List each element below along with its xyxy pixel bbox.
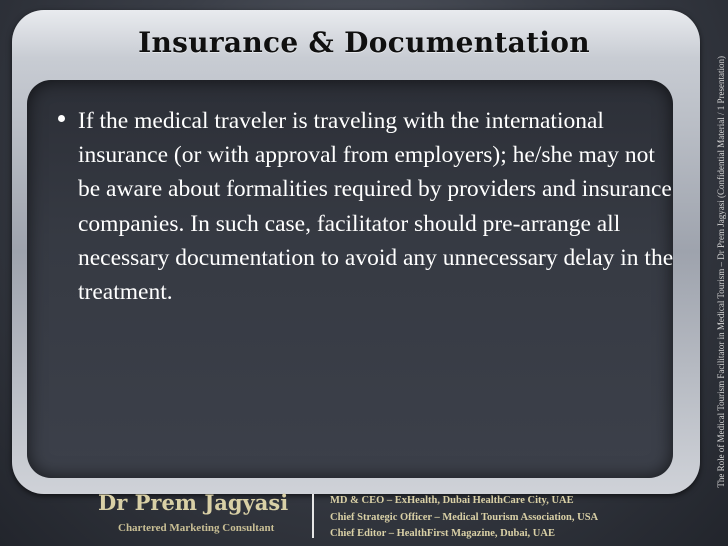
role-line: Chief Editor – HealthFirst Magazine, Dubai, UAE [330, 528, 555, 539]
bullet-text: If the medical traveler is traveling with the international insurance (or with approval from employers); he/she may not be aware about formalities required by providers and insurance companies. In such case, facilitator should pre-arrange all necessary documentation to avoid any unnecessary delay in the treatment. [78, 108, 674, 306]
role-line: MD & CEO – ExHealth, Dubai HealthCare City, UAE [330, 495, 574, 506]
author-subtitle: Chartered Marketing Consultant [118, 522, 275, 534]
author-name: Dr Prem Jagyasi [98, 490, 289, 515]
side-caption-text: The Role of Medical Tourism Facilitator in Medical Tourism – Dr Prem Jagyasi (Confidential Material / 1 Presentation) [716, 56, 726, 488]
role-line: Chief Strategic Officer – Medical Tourism Association, USA [330, 511, 599, 523]
footer-divider [312, 494, 314, 538]
author-roles [330, 493, 598, 543]
slide-title: Insurance & Documentation [138, 26, 590, 59]
side-caption [712, 2, 728, 542]
bullet-icon [58, 115, 65, 122]
